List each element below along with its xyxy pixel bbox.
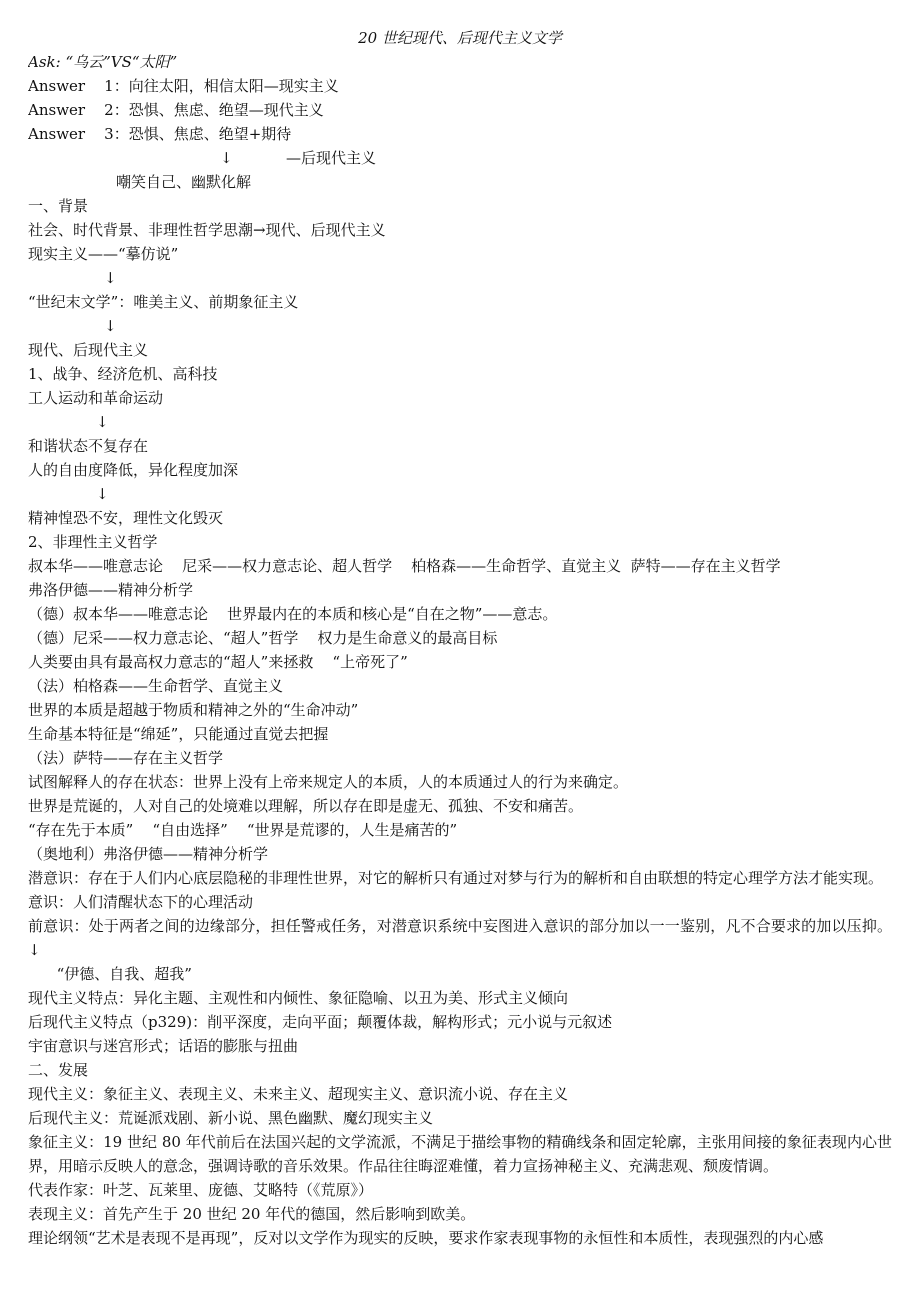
background-line-2: 现实主义——“摹仿说” [28, 245, 179, 263]
paragraph-line: “伊德、自我、超我” [28, 965, 192, 983]
paragraph-line: 后现代主义特点（p329)：削平深度，走向平面；颠覆体裁，解构形式；元小说与元叙述 [28, 1013, 613, 1031]
down-arrow-icon: ↓ [220, 149, 233, 167]
paragraph-wrapped: 潜意识：存在于人们内心底层隐秘的非理性世界，对它的解析只有通过对梦与行为的解析和自由联想的特定心理学方法才能实现。 [28, 869, 884, 887]
paragraph-line: 世界是荒诞的，人对自己的处境难以理解，所以存在即是虚无、孤独、不安和痛苦。 [28, 797, 584, 815]
paragraph-line: （奥地利）弗洛伊德——精神分析学 [28, 845, 269, 863]
ask-line: Ask: “乌云”VS“太阳” [28, 53, 178, 71]
background-line-4: 现代、后现代主义 [28, 341, 149, 359]
background-line-1: 社会、时代背景、非理性哲学思潮→现代、后现代主义 [28, 221, 386, 239]
arrow-row [28, 410, 892, 434]
paragraph-line: 精神惶恐不安，理性文化毁灭 [28, 509, 224, 527]
paragraph-line: 弗洛伊德——精神分析学 [28, 581, 194, 599]
paragraph-line: （法）柏格森——生命哲学、直觉主义 [28, 677, 284, 695]
down-arrow-icon: ↓ [96, 413, 109, 431]
development-line: 代表作家：叶芝、瓦莱里、庞德、艾略特（《荒原》） [28, 1181, 374, 1199]
paragraph-line: 宇宙意识与迷宫形式；话语的膨胀与扭曲 [28, 1037, 299, 1055]
paragraph-line: （法）萨特——存在主义哲学 [28, 749, 224, 767]
paragraph-line: （德）尼采——权力意志论、“超人”哲学 权力是生命意义的最高目标 [28, 629, 498, 647]
paragraph-line: 世界的本质是超越于物质和精神之外的“生命冲动” [28, 701, 359, 719]
arrow-row [28, 314, 892, 338]
answer-1: Answer 1：向往太阳，相信太阳—现实主义 [28, 77, 339, 95]
section-heading-development: 二、发展 [28, 1061, 89, 1079]
document-page [28, 26, 892, 1250]
development-line: 理论纲领“艺术是表现不是再现”，反对以文学作为现实的反映，要求作家表现事物的永恒性和本质性，表现强烈的内心感 [28, 1229, 824, 1247]
arrow-row [28, 482, 892, 506]
paragraph-wrapped: 前意识：处于两者之间的边缘部分，担任警戒任务，对潜意识系统中妄图进入意识的部分加以一一鉴别，凡不合要求的加以压抑。↓ [28, 917, 892, 959]
answer-2: Answer 2：恐惧、焦虑、绝望—现代主义 [28, 101, 324, 119]
arrow-row [28, 266, 892, 290]
paragraph-line: 试图解释人的存在状态：世界上没有上帝来规定人的本质，人的本质通过人的行为来确定。 [28, 773, 629, 791]
laugh-line: 嘲笑自己、幽默化解 [116, 173, 252, 191]
paragraph-line: 2、非理性主义哲学 [28, 533, 158, 551]
paragraph-line: 意识：人们清醒状态下的心理活动 [28, 893, 254, 911]
document-title: 20 世纪现代、后现代主义文学 [358, 29, 562, 47]
paragraph-line: 现代主义特点：异化主题、主观性和内倾性、象征隐喻、以丑为美、形式主义倾向 [28, 989, 569, 1007]
paragraph-line: 和谐状态不复存在 [28, 437, 149, 455]
answer-3: Answer 3：恐惧、焦虑、绝望+期待 [28, 125, 292, 143]
section-heading-background: 一、背景 [28, 197, 89, 215]
arrow-row-postmodern [28, 146, 892, 170]
development-line: 表现主义：首先产生于 20 世纪 20 年代的德国，然后影响到欧美。 [28, 1205, 476, 1223]
down-arrow-icon: ↓ [96, 485, 109, 503]
paragraph-line: 人类要由具有最高权力意志的“超人”来拯救 “上帝死了” [28, 653, 408, 671]
paragraph-line: 工人运动和革命运动 [28, 389, 164, 407]
paragraph-line: 人的自由度降低，异化程度加深 [28, 461, 239, 479]
development-wrapped: 象征主义：19 世纪 80 年代前后在法国兴起的文学流派，不满足于描绘事物的精确线条和固定轮廓，主张用间接的象征表现内心世界，用暗示反映人的意念，强调诗歌的音乐效果。作品往往晦涩难懂，着力宣扬神秘主义、充满悲观、颓废情调。 [28, 1133, 892, 1175]
paragraph-line: “存在先于本质” “自由选择” “世界是荒谬的，人生是痛苦的” [28, 821, 458, 839]
paragraph-line: 1、战争、经济危机、高科技 [28, 365, 218, 383]
down-arrow-icon: ↓ [104, 269, 117, 287]
development-line: 现代主义：象征主义、表现主义、未来主义、超现实主义、意识流小说、存在主义 [28, 1085, 569, 1103]
down-arrow-icon: ↓ [104, 317, 117, 335]
background-line-3: “世纪末文学”：唯美主义、前期象征主义 [28, 293, 299, 311]
paragraph-line: （德）叔本华——唯意志论 世界最内在的本质和核心是“自在之物”——意志。 [28, 605, 558, 623]
paragraph-line: 生命基本特征是“绵延”，只能通过直觉去把握 [28, 725, 329, 743]
postmodern-tag: —后现代主义 [286, 149, 377, 167]
development-line: 后现代主义：荒诞派戏剧、新小说、黑色幽默、魔幻现实主义 [28, 1109, 434, 1127]
paragraph-line: 叔本华——唯意志论 尼采——权力意志论、超人哲学 柏格森——生命哲学、直觉主义 萨特——存在主义哲学 [28, 557, 781, 575]
